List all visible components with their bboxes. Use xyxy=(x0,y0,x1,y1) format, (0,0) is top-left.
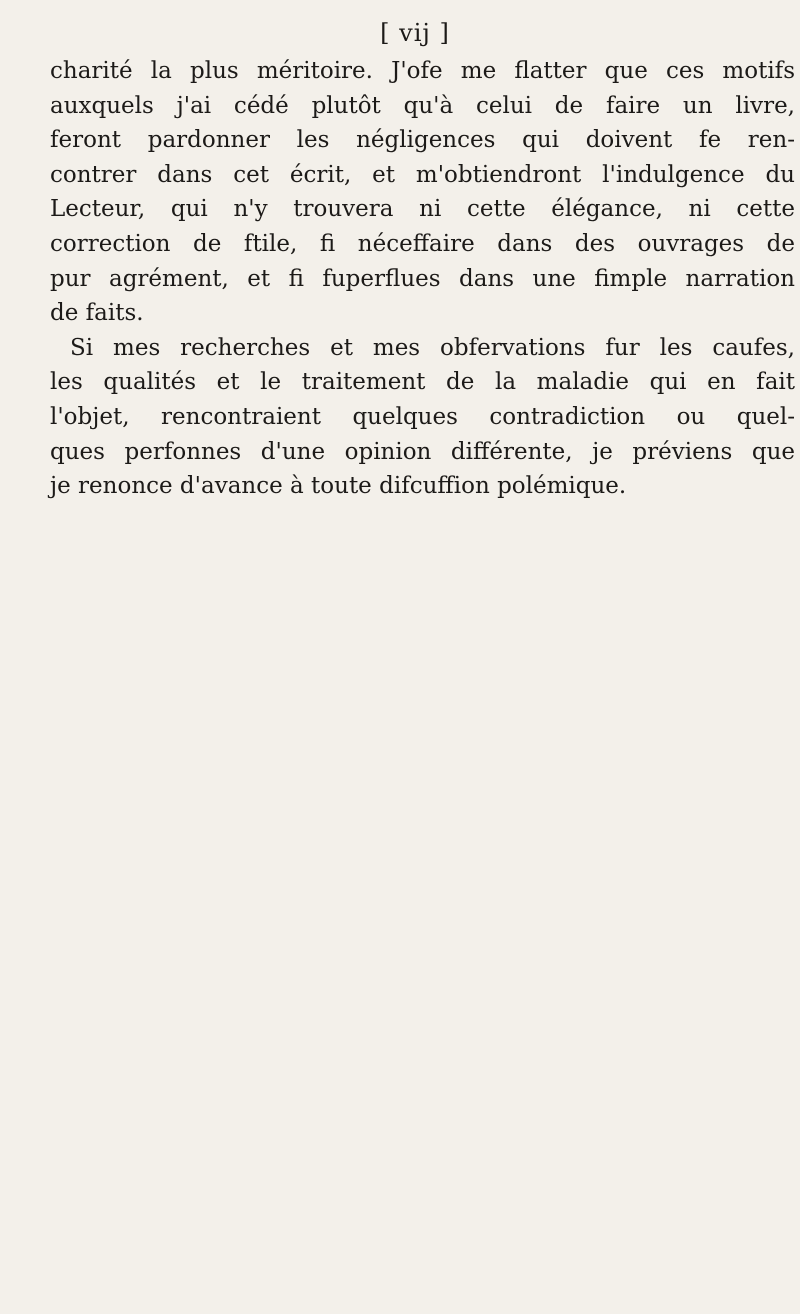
text-line: ques perfonnes d'une opinion différente, je préviens que xyxy=(50,438,795,465)
text-line: pur agrément, et fi fuperflues dans une fimple narration xyxy=(50,265,795,292)
text-line: feront pardonner les négligences qui doivent fe ren- xyxy=(50,127,795,154)
text-line: de faits. xyxy=(50,300,144,327)
text-line: je renonce d'avance à toute difcuffion polémique. xyxy=(50,473,627,500)
text-line: auxquels j'ai cédé plutôt qu'à celui de faire un livre, xyxy=(50,92,795,119)
page-number-header: [ vij ] xyxy=(380,19,450,47)
paragraph-first-line: Si mes recherches et mes obfervations fur les caufes, xyxy=(70,334,795,361)
text-line: l'objet, rencontraient quelques contradiction ou quel- xyxy=(50,403,795,430)
text-line: correction de ftile, fi néceffaire dans des ouvrages de xyxy=(50,230,795,257)
body-text xyxy=(50,54,795,504)
text-line: charité la plus méritoire. J'ofe me flatter que ces motifs xyxy=(50,58,795,84)
text-line: les qualités et le traitement de la maladie qui en fait xyxy=(50,369,795,396)
text-line: Lecteur, qui n'y trouvera ni cette élégance, ni cette xyxy=(50,196,795,223)
text-line: contrer dans cet écrit, et m'obtiendront l'indulgence du xyxy=(50,161,795,188)
